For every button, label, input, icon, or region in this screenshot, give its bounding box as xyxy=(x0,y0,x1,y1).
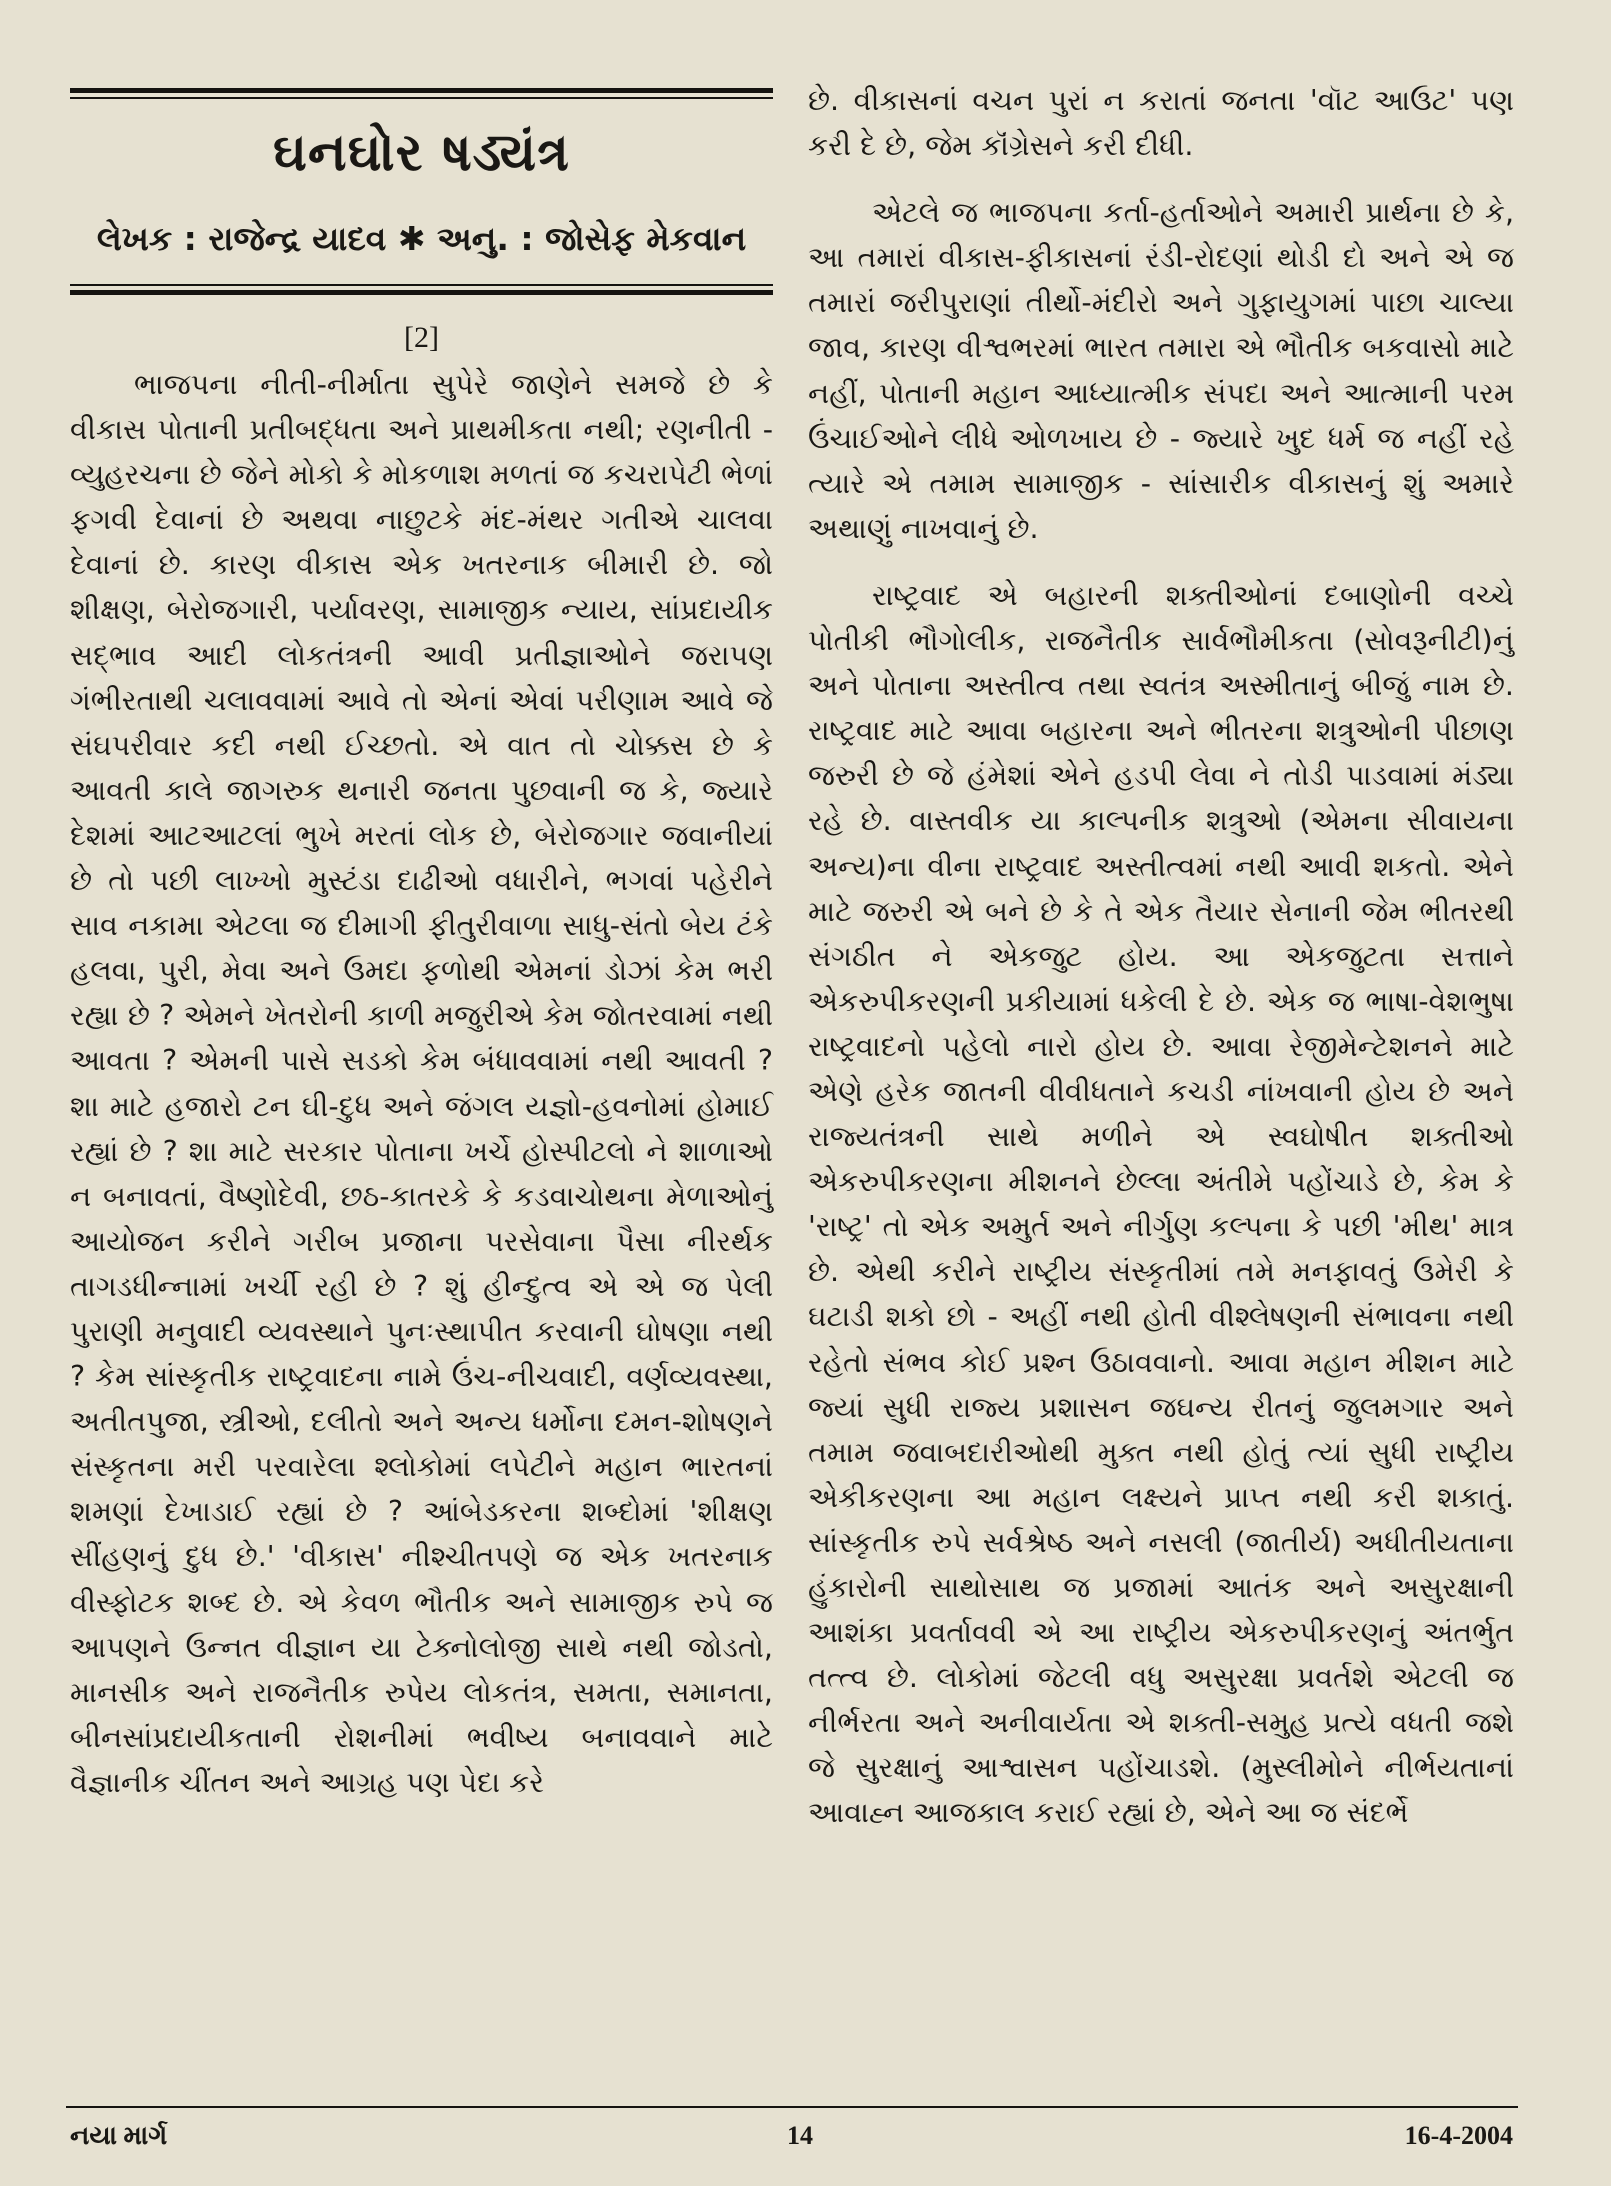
article-byline: લેખક : રાજેન્દ્ર યાદવ ✱ અનુ. : જોસેફ મેકવાન xyxy=(96,219,747,258)
paragraph-continuation: છે. વીકાસનાં વચન પુરાં ન કરાતાં જનતા 'વૉટ આઉટ' પણ કરી દે છે, જેમ કૉંગ્રેસને કરી દીધી. xyxy=(808,84,1514,163)
header-rule-top xyxy=(70,88,773,93)
footer-rule xyxy=(66,2106,1518,2108)
paragraph: ભાજપના નીતી-નીર્માતા સુપેરે જાણેને સમજે છે કે વીકાસ પોતાની પ્રતીબદ્ધતા અને પ્રાથમીકતા નથી; રણનીતી - વ્યુહરચના છે જેને મોકો કે મોકળાશ મળતાં જ કચરાપેટી ભેળાં ફગવી દેવાનાં છે અથવા નાછુટકે મંદ-મંથર ગતીએ ચાલવા દેવાનાં છે. કારણ વીકાસ એક ખતરનાક બીમારી છે. જો શીક્ષણ, બેરોજગારી, પર્યાવરણ, સામાજીક ન્યાય, સાંપ્રદાયીક સદ્ભાવ આદી લોકતંત્રની આવી પ્રતીજ્ઞાઓને જરાપણ ગંભીરતાથી ચલાવવામાં આવે તો એનાં એવાં પરીણામ આવે જે સંઘપરીવાર કદી નથી ઈચ્છતો. એ વાત તો ચોક્કસ છે કે આવતી કાલે જાગરુક થનારી જનતા પુછવાની જ કે, જ્યારે દેશમાં આટઆટલાં ભુખે મરતાં લોક છે, બેરોજગાર જવાનીયાં છે તો પછી લાખ્ખો મુસ્ટંડા દાઢીઓ વધારીને, ભગવાં પહેરીને સાવ નકામા એટલા જ દીમાગી ફીતુરીવાળા સાધુ-સંતો બેય ટંકે હલવા, પુરી, મેવા અને ઉમદા ફળોથી એમનાં ડોઝાં કેમ ભરી રહ્યા છે ? એમને ખેતરોની કાળી મજુરીએ કેમ જોતરવામાં નથી આવતા ? એમની પાસે સડકો કેમ બંધાવવામાં નથી આવતી ? શા માટે હજારો ટન ઘી-દુધ અને જંગલ યજ્ઞો-હવનોમાં હોમાઈ રહ્યાં છે ? શા માટે સરકાર પોતાના ખર્ચે હોસ્પીટલો ને શાળાઓ ન બનાવતાં, વૈષ્ણોદેવી, છઠ-કાતરકે કે કડવાચોથના મેળાઓનું આયોજન કરીને ગરીબ પ્રજાના પરસેવાના પૈસા નીરર્થક તાગડધીન્નામાં ખર્ચી રહી છે ? શું હીન્દુત્વ એ એ જ પેલી પુરાણી મનુવાદી વ્યવસ્થાને પુનઃસ્થાપીત કરવાની ઘોષણા નથી ? કેમ સાંસ્કૃતીક રાષ્ટ્રવાદના નામે ઉંચ-નીચવાદી, વર્ણવ્યવસ્થા, અતીતપુજા, સ્ત્રીઓ, દલીતો અને અન્ય ધર્મોના દમન-શોષણને સંસ્કૃતના મરી પરવારેલા શ્લોકોમાં લપેટીને મહાન ભારતનાં શમણાં દેખાડાઈ રહ્યાં છે ? આંબેડકરના શબ્દોમાં 'શીક્ષણ સીંહણનું દુધ છે.' 'વીકાસ' નીશ્ચીતપણે જ એક ખતરનાક વીસ્ફોટક શબ્દ છે. એ કેવળ ભૌતીક અને સામાજીક રુપે જ આપણને ઉન્નત વીજ્ઞાન યા ટેક્નોલોજી સાથે નથી જોડતો, માનસીક અને રાજનૈતીક રુપેય લોકતંત્ર, સમતા, સમાનતા, બીનસાંપ્રદાયીકતાની રોશનીમાં ભવીષ્ય બનાવવાને માટે વૈજ્ઞાનીક ચીંતન અને આગ્રહ પણ પેદા કરે xyxy=(70,368,773,1799)
right-column-text xyxy=(808,78,1514,2078)
paragraph: રાષ્ટ્રવાદ એ બહારની શક્તીઓનાં દબાણોની વચ્ચે પોતીકી ભૌગોલીક, રાજનૈતીક સાર્વભૌમીકતા (સોવરૂનીટી)નું અને પોતાના અસ્તીત્વ તથા સ્વતંત્ર અસ્મીતાનું બીજું નામ છે. રાષ્ટ્રવાદ માટે આવા બહારના અને ભીતરના શત્રુઓની પીછાણ જરુરી છે જે હંમેશાં એને હડપી લેવા ને તોડી પાડવામાં મંડ્યા રહે છે. વાસ્તવીક યા કાલ્પનીક શત્રુઓ (એમના સીવાયના અન્ય)ના વીના રાષ્ટ્રવાદ અસ્તીત્વમાં નથી આવી શકતો. એને માટે જરુરી એ બને છે કે તે એક તૈયાર સેનાની જેમ ભીતરથી સંગઠીત ને એકજુટ હોય. આ એકજુટતા સત્તાને એકરુપીકરણની પ્રકીયામાં ધકેલી દે છે. એક જ ભાષા-વેશભુષા રાષ્ટ્રવાદનો પહેલો નારો હોય છે. આવા રેજીમેન્ટેશનને માટે એણે હરેક જાતની વીવીધતાને કચડી નાંખવાની હોય છે અને રાજ્યતંત્રની સાથે મળીને એ સ્વઘોષીત શક્તીઓ એકરુપીકરણના મીશનને છેલ્લા અંતીમે પહોંચાડે છે, કેમ કે 'રાષ્ટ્ર' તો એક અમુર્ત અને નીર્ગુણ કલ્પના કે પછી 'મીથ' માત્ર છે. એથી કરીને રાષ્ટ્રીય સંસ્કૃતીમાં તમે મનફાવતું ઉમેરી કે ઘટાડી શકો છો - અહીં નથી હોતી વીશ્લેષણની સંભાવના નથી રહેતો સંભવ કોઈ પ્રશ્ન ઉઠાવવાનો. આવા મહાન મીશન માટે જ્યાં સુધી રાજ્ય પ્રશાસન જઘન્ય રીતનું જુલમગાર અને તમામ જવાબદારીઓથી મુક્ત નથી હોતું ત્યાં સુધી રાષ્ટ્રીય એકીકરણના આ મહાન લક્ષ્યને પ્રાપ્ત નથી કરી શકાતું. સાંસ્કૃતીક રુપે સર્વશ્રેષ્ઠ અને નસલી (જાતીર્ય) અધીતીયતાના હુંકારોની સાથોસાથ જ પ્રજામાં આતંક અને અસુરક્ષાની આશંકા પ્રવર્તાવવી એ આ રાષ્ટ્રીય એકરુપીકરણનું અંતર્ભુત તત્ત્વ છે. લોકોમાં જેટલી વધુ અસુરક્ષા પ્રવર્તશે એટલી જ નીર્ભરતા અને અનીવાર્યતા એ શક્તી-સમુહ પ્રત્યે વધતી જશે જે સુરક્ષાનું આશ્વાસન પહોંચાડશે. (મુસ્લીમોને નીર્ભયતાનાં આવાહ્ન આજકાલ કરાઈ રહ્યાં છે, એને આ જ સંદર્ભે xyxy=(808,578,1514,1830)
article-title: ઘનઘોર ષડ્યંત્ર xyxy=(272,123,571,183)
section-number: [2] xyxy=(404,321,439,354)
page-number: 14 xyxy=(787,2121,813,2150)
header-rule-top-thin xyxy=(70,97,773,99)
left-column-text xyxy=(70,362,773,2062)
paragraph: એટલે જ ભાજપના કર્તા-હર્તાઓને અમારી પ્રાર્થના છે કે, આ તમારાં વીકાસ-ફીકાસનાં રંડી-રોદણાં થોડી દો અને એ જ તમારાં જરીપુરાણાં તીર્થો-મંદીરો અને ગુફાયુગમાં પાછા ચાલ્યા જાવ, કારણ વીશ્વભરમાં ભારત તમારા એ ભૌતીક બકવાસો માટે નહીં, પોતાની મહાન આધ્યાત્મીક સંપદા અને આત્માની પરમ ઉંચાઈઓને લીધે ઓળખાય છે - જ્યારે ખુદ ધર્મ જ નહીં રહે ત્યારે એ તમામ સામાજીક - સાંસારીક વીકાસનું શું અમારે અથાણું નાખવાનું છે. xyxy=(808,196,1514,545)
header-rule-bottom-thin xyxy=(70,284,773,286)
publication-name: નયા માર્ગ xyxy=(70,2121,168,2150)
issue-date: 16-4-2004 xyxy=(1404,2121,1513,2150)
header-rule-bottom xyxy=(70,290,773,295)
